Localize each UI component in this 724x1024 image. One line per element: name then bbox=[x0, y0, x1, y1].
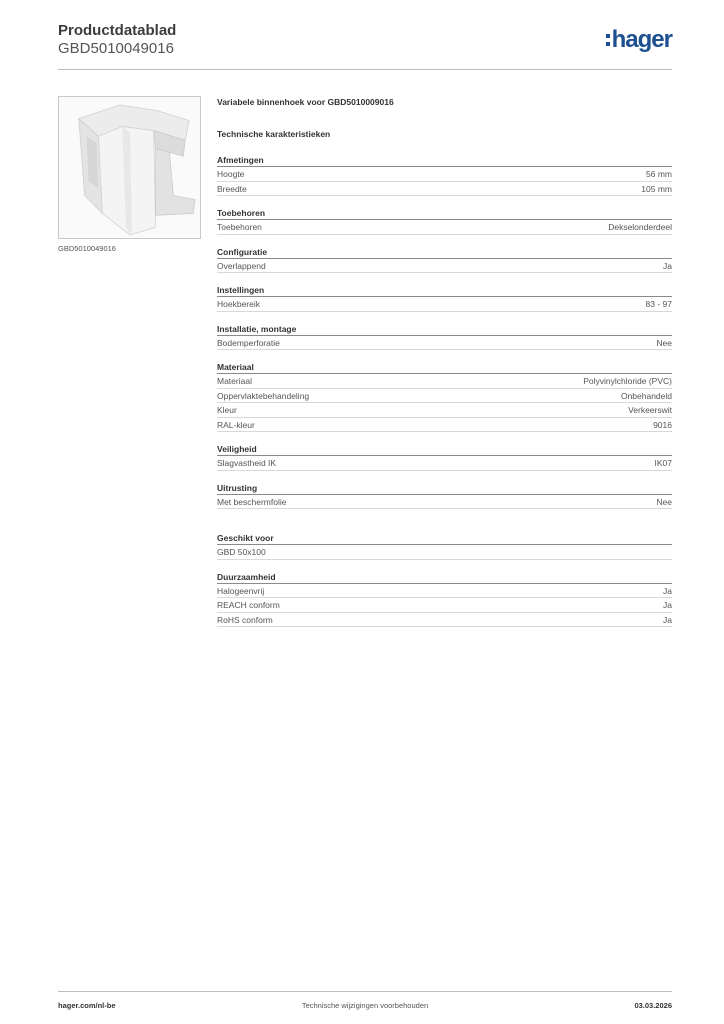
spec-row bbox=[217, 389, 672, 404]
technical-characteristics-heading: Technische karakteristieken bbox=[217, 129, 331, 139]
product-photo bbox=[58, 96, 201, 239]
spec-section bbox=[217, 444, 672, 471]
spec-label: Bodemperforatie bbox=[217, 337, 280, 348]
spec-row bbox=[217, 418, 672, 433]
spec-label: Hoekbereik bbox=[217, 299, 260, 309]
spec-label: RoHS conform bbox=[217, 614, 273, 625]
logo-text: hager bbox=[611, 26, 672, 53]
footer-date: 03.03.2026 bbox=[634, 1001, 672, 1010]
section-title: Configuratie bbox=[217, 247, 672, 259]
spec-row bbox=[217, 220, 672, 235]
spec-row bbox=[217, 403, 672, 418]
section-title: Geschikt voor bbox=[217, 533, 672, 545]
footer-website-link[interactable]: hager.com/nl-be bbox=[58, 1001, 116, 1010]
spec-section bbox=[217, 362, 672, 432]
spec-label: Halogeenvrij bbox=[217, 585, 265, 596]
spec-row bbox=[217, 336, 672, 351]
spec-row bbox=[217, 259, 672, 274]
spec-value: IK07 bbox=[654, 458, 672, 468]
section-gap bbox=[217, 521, 672, 533]
product-title: Variabele binnenhoek voor GBD5010009016 bbox=[217, 97, 394, 107]
section-title: Veiligheid bbox=[217, 444, 672, 456]
spec-label: RAL-kleur bbox=[217, 419, 255, 430]
spec-section bbox=[217, 483, 672, 510]
spec-label: Slagvastheid IK bbox=[217, 458, 277, 468]
section-title: Instellingen bbox=[217, 285, 672, 297]
spec-label: Toebehoren bbox=[217, 222, 262, 232]
spec-content bbox=[217, 97, 672, 639]
spec-value: Onbehandeld bbox=[620, 390, 672, 401]
spec-label: Breedte bbox=[217, 183, 247, 194]
spec-row bbox=[217, 456, 672, 471]
section-title: Toebehoren bbox=[217, 208, 672, 220]
spec-row bbox=[217, 297, 672, 312]
spec-row bbox=[217, 182, 672, 197]
spec-section bbox=[217, 324, 672, 351]
spec-label: Overlappend bbox=[217, 260, 266, 271]
spec-value: Verkeerswit bbox=[628, 405, 672, 415]
spec-value: Dekselonderdeel bbox=[608, 222, 672, 232]
spec-row bbox=[217, 545, 672, 560]
spec-section bbox=[217, 285, 672, 312]
section-title: Afmetingen bbox=[217, 155, 672, 167]
spec-label: Hoogte bbox=[217, 169, 245, 179]
spec-label: Kleur bbox=[217, 405, 237, 415]
spec-value: 105 mm bbox=[641, 183, 672, 194]
spec-value: Nee bbox=[656, 337, 672, 348]
spec-row bbox=[217, 495, 672, 510]
spec-value: Ja bbox=[663, 585, 672, 596]
spec-label: REACH conform bbox=[217, 600, 280, 610]
spec-row bbox=[217, 598, 672, 613]
spec-row bbox=[217, 584, 672, 599]
spec-value: Polyvinylchloride (PVC) bbox=[583, 376, 672, 386]
page-header bbox=[58, 22, 672, 70]
section-title: Duurzaamheid bbox=[217, 572, 672, 584]
hager-logo bbox=[606, 26, 672, 54]
spec-value: Nee bbox=[656, 496, 672, 507]
section-title: Uitrusting bbox=[217, 483, 672, 495]
logo-dots-icon bbox=[606, 32, 610, 48]
document-title: Productdatablad bbox=[58, 22, 177, 39]
spec-label: Oppervlaktebehandeling bbox=[217, 390, 310, 401]
product-code: GBD5010049016 bbox=[58, 40, 174, 57]
footer-notice: Technische wijzigingen voorbehouden bbox=[301, 1001, 429, 1010]
spec-section bbox=[217, 533, 672, 560]
spec-value: 83 - 97 bbox=[645, 299, 672, 309]
spec-value: Ja bbox=[663, 600, 672, 610]
spec-label: Met beschermfolie bbox=[217, 496, 287, 507]
page-footer bbox=[58, 991, 672, 1011]
spec-value: 56 mm bbox=[646, 169, 672, 179]
section-title: Materiaal bbox=[217, 362, 672, 374]
spec-label: Materiaal bbox=[217, 376, 252, 386]
section-title: Installatie, montage bbox=[217, 324, 672, 336]
product-photo-icon bbox=[59, 97, 200, 238]
spec-row bbox=[217, 613, 672, 628]
spec-row bbox=[217, 167, 672, 182]
photo-caption: GBD5010049016 bbox=[58, 244, 116, 253]
spec-value: 9016 bbox=[653, 419, 672, 430]
spec-row bbox=[217, 374, 672, 389]
spec-value: Ja bbox=[663, 260, 672, 271]
spec-section bbox=[217, 247, 672, 274]
spec-section bbox=[217, 208, 672, 235]
spec-label: GBD 50x100 bbox=[217, 547, 266, 557]
spec-section bbox=[217, 572, 672, 628]
spec-value: Ja bbox=[663, 614, 672, 625]
spec-section bbox=[217, 155, 672, 196]
